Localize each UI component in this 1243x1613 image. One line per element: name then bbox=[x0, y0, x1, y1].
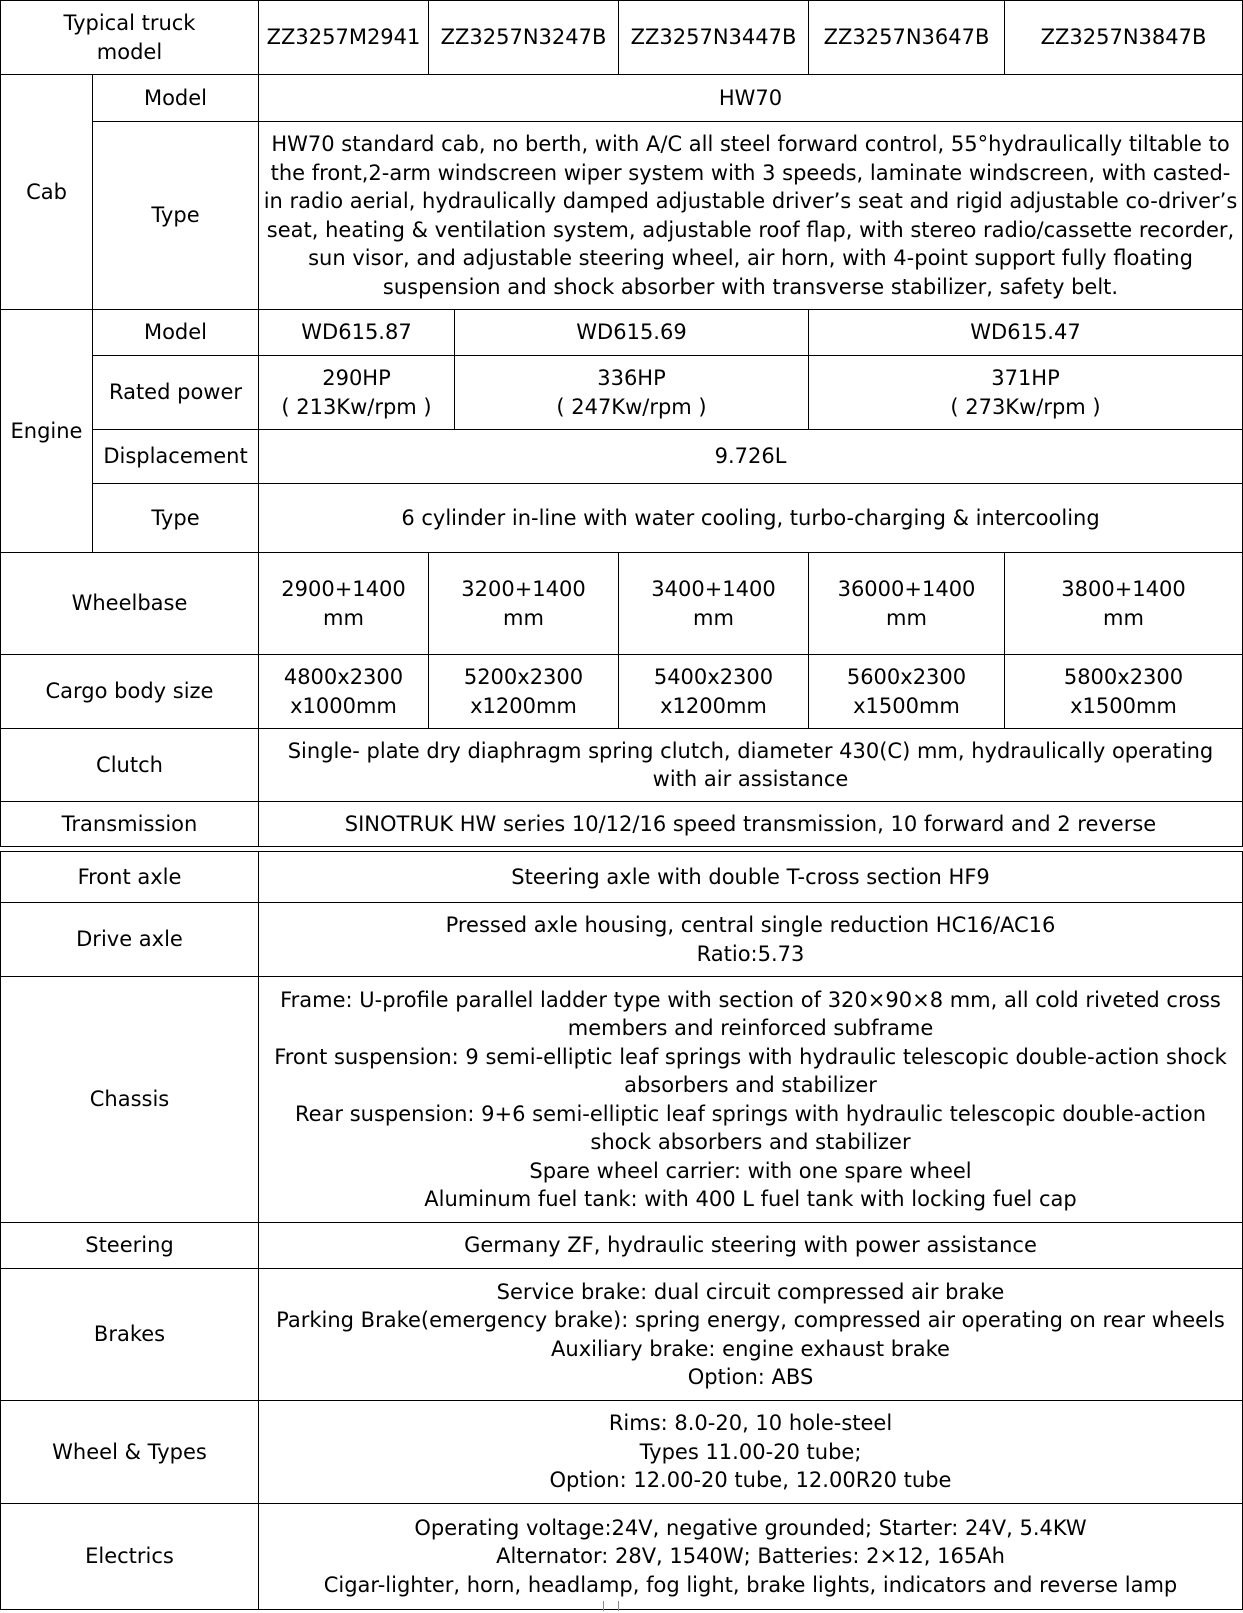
cab-model-row bbox=[1, 75, 1243, 122]
drive-axle-label: Drive axle bbox=[1, 903, 259, 977]
chassis-label: Chassis bbox=[1, 977, 259, 1223]
clutch-row bbox=[1, 729, 1243, 802]
steering-value: Germany ZF, hydraulic steering with power assistance bbox=[259, 1223, 1243, 1269]
chassis-row bbox=[1, 977, 1243, 1223]
engine-label: Engine bbox=[1, 310, 93, 553]
clutch-label: Clutch bbox=[1, 729, 259, 802]
truck-model-cell: ZZ3257N3247B bbox=[429, 1, 619, 75]
displacement-label: Displacement bbox=[93, 430, 259, 484]
engine-model-row bbox=[1, 310, 1243, 356]
cargo-cell: 5200x2300 x1200mm bbox=[429, 655, 619, 729]
transmission-value: SINOTRUK HW series 10/12/16 speed transmission, 10 forward and 2 reverse bbox=[259, 802, 1243, 847]
brakes-label: Brakes bbox=[1, 1269, 259, 1401]
page-edge-marker bbox=[603, 1601, 619, 1611]
electrics-row bbox=[1, 1504, 1243, 1610]
engine-type-value: 6 cylinder in-line with water cooling, turbo-charging & intercooling bbox=[259, 484, 1243, 553]
cargo-cell: 5800x2300 x1500mm bbox=[1005, 655, 1243, 729]
wheels-row bbox=[1, 1401, 1243, 1504]
front-axle-value: Steering axle with double T-cross section HF9 bbox=[259, 852, 1243, 903]
wheelbase-row bbox=[1, 553, 1243, 655]
cargo-row bbox=[1, 655, 1243, 729]
cab-label: Cab bbox=[1, 75, 93, 310]
wheelbase-cell: 3200+1400 mm bbox=[429, 553, 619, 655]
cargo-label: Cargo body size bbox=[1, 655, 259, 729]
engine-power-row bbox=[1, 356, 1243, 430]
engine-model-cell: WD615.69 bbox=[455, 310, 809, 356]
brakes-value: Service brake: dual circuit compressed air brake Parking Brake(emergency brake): spring energy, compressed air operating on rear wheels Auxiliary brake: engine exhaust brake Option: ABS bbox=[259, 1269, 1243, 1401]
electrics-label: Electrics bbox=[1, 1504, 259, 1610]
engine-model-cell: WD615.87 bbox=[259, 310, 455, 356]
steering-row bbox=[1, 1223, 1243, 1269]
transmission-row bbox=[1, 802, 1243, 847]
model-header-row bbox=[1, 1, 1243, 75]
spec-table-bottom bbox=[0, 851, 1243, 1610]
header-label: Typical truck model bbox=[1, 1, 259, 75]
cab-model-label: Model bbox=[93, 75, 259, 122]
engine-model-cell: WD615.47 bbox=[809, 310, 1243, 356]
cab-type-value: HW70 standard cab, no berth, with A/C all steel forward control, 55°hydraulically tiltable to the front,2-arm windscreen wiper system with 3 speeds, laminate windscreen, with casted-in radio aerial, hydraulically damped adjustable driver’s seat and rigid adjustable co-driver’s seat, heating & ventilation system, adjustable roof flap, with stereo radio/cassette recorder, sun visor, and adjustable steering wheel, air horn, with 4-point support fully floating suspension and shock absorber with transverse stabilizer, safety belt. bbox=[259, 122, 1243, 310]
truck-model-cell: ZZ3257N3847B bbox=[1005, 1, 1243, 75]
steering-label: Steering bbox=[1, 1223, 259, 1269]
drive-axle-row bbox=[1, 903, 1243, 977]
truck-model-cell: ZZ3257M2941 bbox=[259, 1, 429, 75]
front-axle-label: Front axle bbox=[1, 852, 259, 903]
wheelbase-cell: 2900+1400 mm bbox=[259, 553, 429, 655]
rated-power-cell: 336HP ( 247Kw/rpm ) bbox=[455, 356, 809, 430]
wheelbase-cell: 3800+1400 mm bbox=[1005, 553, 1243, 655]
truck-model-cell: ZZ3257N3647B bbox=[809, 1, 1005, 75]
electrics-value: Operating voltage:24V, negative grounded; Starter: 24V, 5.4KW Alternator: 28V, 1540W; Batteries: 2×12, 165Ah Cigar-lighter, horn, headlamp, fog light, brake lights, indicators and reverse lamp bbox=[259, 1504, 1243, 1610]
engine-type-row bbox=[1, 484, 1243, 553]
wheelbase-cell: 3400+1400 mm bbox=[619, 553, 809, 655]
displacement-value: 9.726L bbox=[259, 430, 1243, 484]
cargo-cell: 5600x2300 x1500mm bbox=[809, 655, 1005, 729]
drive-axle-value: Pressed axle housing, central single reduction HC16/AC16 Ratio:5.73 bbox=[259, 903, 1243, 977]
wheelbase-label: Wheelbase bbox=[1, 553, 259, 655]
cab-type-row bbox=[1, 122, 1243, 310]
front-axle-row bbox=[1, 852, 1243, 903]
cargo-cell: 4800x2300 x1000mm bbox=[259, 655, 429, 729]
rated-power-cell: 371HP ( 273Kw/rpm ) bbox=[809, 356, 1243, 430]
clutch-value: Single- plate dry diaphragm spring clutch, diameter 430(C) mm, hydraulically operating with air assistance bbox=[259, 729, 1243, 802]
engine-type-label: Type bbox=[93, 484, 259, 553]
wheels-label: Wheel & Types bbox=[1, 1401, 259, 1504]
chassis-value: Frame: U-profile parallel ladder type with section of 320×90×8 mm, all cold riveted cross members and reinforced subframe Front suspension: 9 semi-elliptic leaf springs with hydraulic telescopic double-action shock absorbers and stabilizer Rear suspension: 9+6 semi-elliptic leaf springs with hydraulic telescopic double-action shock absorbers and stabilizer Spare wheel carrier: with one spare wheel Aluminum fuel tank: with 400 L fuel tank with locking fuel cap bbox=[259, 977, 1243, 1223]
wheels-value: Rims: 8.0-20, 10 hole-steel Types 11.00-20 tube; Option: 12.00-20 tube, 12.00R20 tube bbox=[259, 1401, 1243, 1504]
engine-displacement-row bbox=[1, 430, 1243, 484]
cab-model-value: HW70 bbox=[259, 75, 1243, 122]
truck-model-cell: ZZ3257N3447B bbox=[619, 1, 809, 75]
cab-type-label: Type bbox=[93, 122, 259, 310]
rated-power-cell: 290HP ( 213Kw/rpm ) bbox=[259, 356, 455, 430]
brakes-row bbox=[1, 1269, 1243, 1401]
rated-power-label: Rated power bbox=[93, 356, 259, 430]
transmission-label: Transmission bbox=[1, 802, 259, 847]
wheelbase-cell: 36000+1400 mm bbox=[809, 553, 1005, 655]
engine-model-label: Model bbox=[93, 310, 259, 356]
cargo-cell: 5400x2300 x1200mm bbox=[619, 655, 809, 729]
